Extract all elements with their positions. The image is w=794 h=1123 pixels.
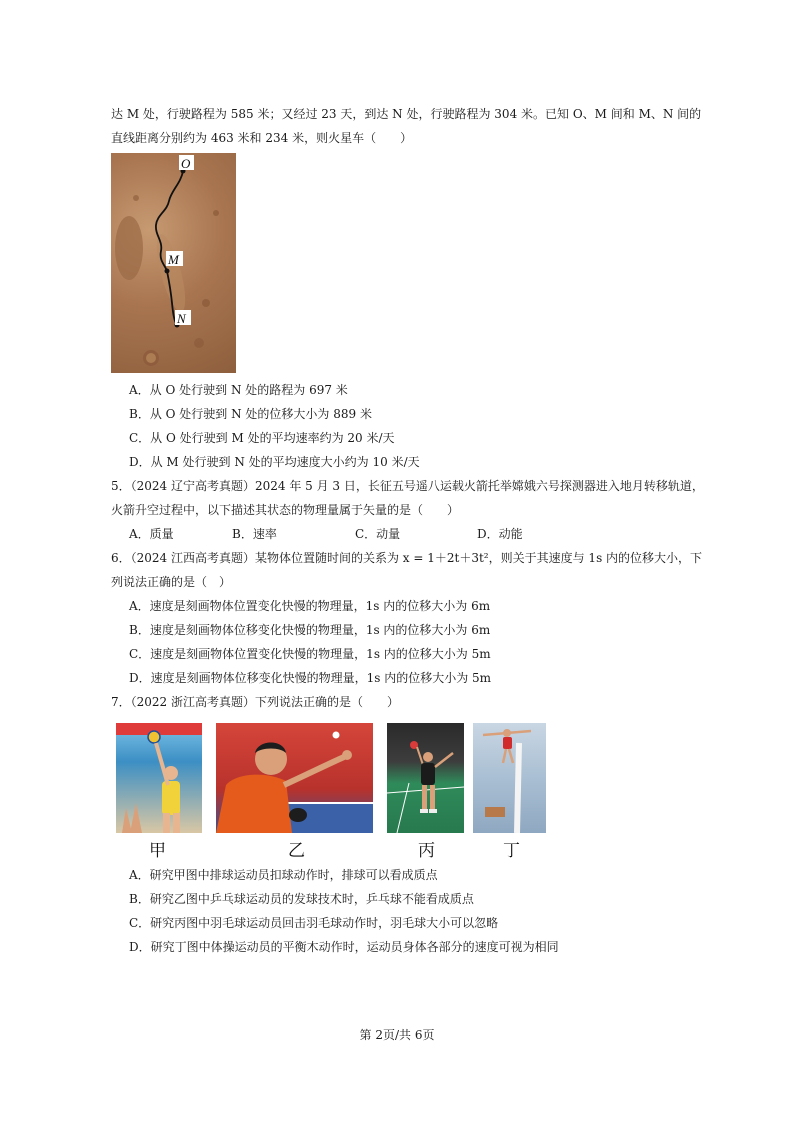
q7-option-a: A．研究甲图中排球运动员扣球动作时，排球可以看成质点: [129, 868, 438, 882]
balance-beam-photo: [473, 723, 546, 833]
mars-terrain-illustration: [111, 153, 236, 373]
q6-stem-line2: 列说法正确的是（ ）: [111, 575, 232, 589]
figure-label-jia: 甲: [149, 841, 166, 861]
q7-option-b: B．研究乙图中乒乓球运动员的发球技术时，乒乓球不能看成质点: [129, 892, 474, 906]
figure-label-ding: 丁: [503, 841, 520, 861]
q4-option-c: C．从 O 处行驶到 M 处的平均速率约为 20 米/天: [129, 431, 395, 445]
q4-option-d: D．从 M 处行驶到 N 处的平均速度大小约为 10 米/天: [129, 455, 420, 469]
volleyball-photo: [116, 723, 202, 833]
q6-option-d: D．速度是刻画物体位移变化快慢的物理量，1s 内的位移大小为 5m: [129, 671, 492, 685]
label-n: N: [177, 311, 186, 326]
mars-rover-path-map: [111, 153, 236, 373]
q5-option-c: C．动量: [355, 527, 401, 541]
q7-option-c: C．研究丙图中羽毛球运动员回击羽毛球动作时，羽毛球大小可以忽略: [129, 916, 499, 930]
q5-option-a: A．质量: [129, 527, 174, 541]
q4-option-a: A．从 O 处行驶到 N 处的路程为 697 米: [129, 383, 348, 397]
figure-label-yi: 乙: [288, 841, 305, 861]
q7-option-d: D．研究丁图中体操运动员的平衡木动作时，运动员身体各部分的速度可视为相同: [129, 940, 559, 954]
q7-stem: 7．（2022 浙江高考真题）下列说法正确的是（ ）: [111, 695, 399, 709]
q6-option-a: A．速度是刻画物体位置变化快慢的物理量，1s 内的位移大小为 6m: [129, 599, 491, 613]
table-tennis-photo: [216, 723, 373, 833]
q6-option-b: B．速度是刻画物体位移变化快慢的物理量，1s 内的位移大小为 6m: [129, 623, 491, 637]
q6-option-c: C．速度是刻画物体位置变化快慢的物理量，1s 内的位移大小为 5m: [129, 647, 491, 661]
q4-stem-line2: 直线距离分别约为 463 米和 234 米，则火星车（ ）: [111, 131, 413, 145]
label-o: O: [181, 156, 191, 171]
page-footer: 第 2页/共 6页: [359, 1028, 435, 1042]
q6-stem-line1: 6．（2024 江西高考真题）某物体位置随时间的关系为 x = 1＋2t＋3t²，则关于其速度与 1s 内的位移大小，下: [111, 551, 703, 565]
q4-stem-line1: 达 M 处，行驶路程为 585 米；又经过 23 天，到达 N 处，行驶路程为 304 米。已知 O、M 间和 M、N 间的: [111, 107, 702, 121]
badminton-photo: [387, 723, 464, 833]
q5-option-d: D．动能: [477, 527, 523, 541]
figure-label-bing: 丙: [418, 841, 435, 861]
point-m-marker: [165, 269, 170, 274]
q4-option-b: B．从 O 处行驶到 N 处的位移大小为 889 米: [129, 407, 372, 421]
q5-option-b: B．速率: [232, 527, 277, 541]
label-m: M: [168, 252, 179, 267]
q5-stem-line2: 火箭升空过程中，以下描述其状态的物理量属于矢量的是（ ）: [111, 503, 460, 517]
q5-stem-line1: 5．（2024 辽宁高考真题）2024 年 5 月 3 日，长征五号遥八运载火箭托举嫦娥六号探测器进入地月转移轨道，: [111, 479, 704, 493]
